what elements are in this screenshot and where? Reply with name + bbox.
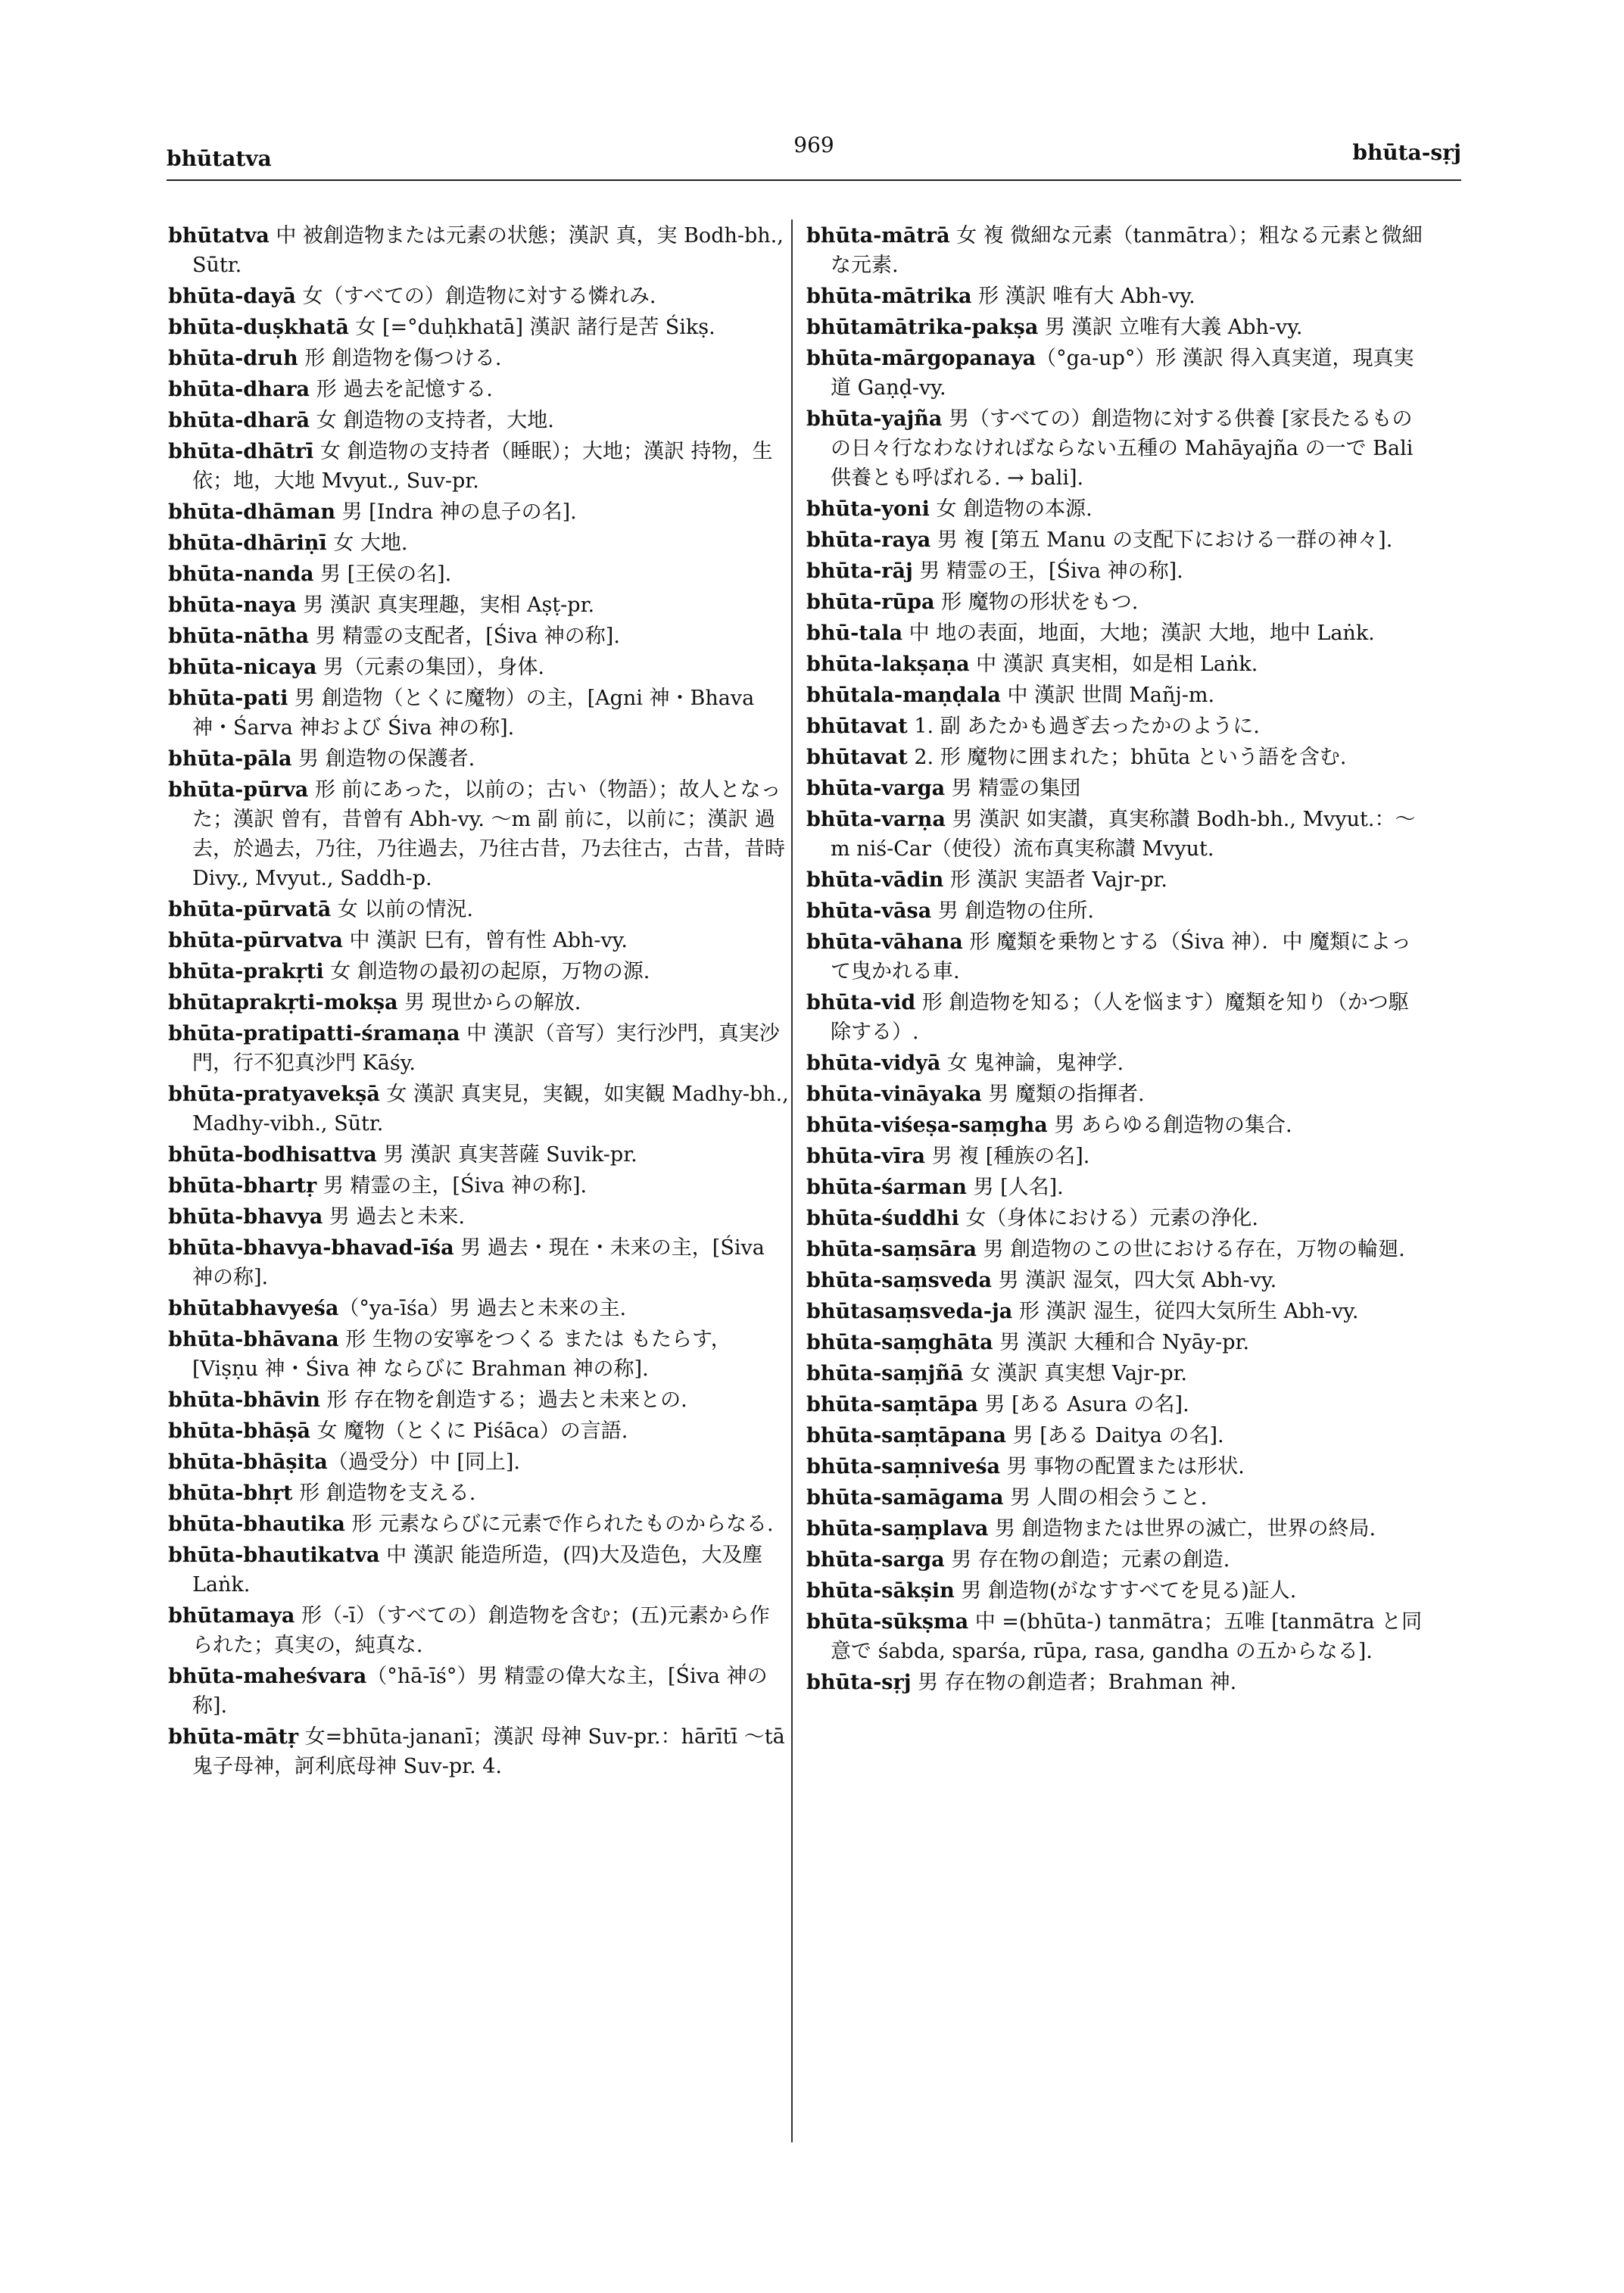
entry-headword: bhūtasaṃsveda-ja (806, 1300, 1013, 1323)
entry-headword: bhūtatva (168, 224, 270, 248)
entry-definition: 女 創造物の支持者，大地. (310, 409, 554, 432)
entry-definition: 形 魔物の形状をもつ. (934, 590, 1139, 614)
dictionary-entry (168, 1447, 789, 1477)
entry-definition: 形 漢訳 湿生，従四大気所生 Abh-vy. (1012, 1300, 1359, 1323)
dictionary-entry (806, 587, 1427, 617)
entry-definition: 中 地の表面，地面，大地；漢訳 大地，地中 Laṅk. (902, 622, 1375, 645)
dictionary-entry (806, 1328, 1427, 1357)
dictionary-entry (806, 712, 1427, 741)
entry-definition: 男 漢訳 立唯有大義 Abh-vy. (1038, 316, 1303, 339)
entry-headword: bhūta-bhavya (168, 1205, 323, 1229)
entry-definition: 女 [=°duḥkhatā] 漢訳 諸行是苦 Śikṣ. (348, 316, 715, 339)
dictionary-entry (806, 1235, 1427, 1264)
dictionary-entry (168, 622, 789, 651)
entry-definition: 男 漢訳 湿気，四大気 Abh-vy. (992, 1269, 1277, 1292)
entry-headword: bhūta-dharā (168, 409, 310, 432)
entry-definition: 男 あらゆる創造物の集合. (1047, 1114, 1292, 1137)
dictionary-entry (806, 404, 1427, 493)
dictionary-entry (806, 1452, 1427, 1481)
dictionary-entry (168, 1233, 789, 1292)
dictionary-entry (168, 1385, 789, 1415)
entry-definition: 形 生物の安寧をつくる または もたらす，[Viṣṇu 神・Śiva 神 ならびに Brahman 神の称]. (192, 1328, 731, 1381)
entry-headword: bhūtavat (806, 715, 908, 738)
entry-headword: bhūta-sarga (806, 1548, 945, 1572)
entry-definition: 中 漢訳 能造所造，(四)大及造色，大及塵 Laṅk. (192, 1544, 763, 1597)
entry-headword: bhūta-śarman (806, 1176, 967, 1199)
entry-headword: bhūta-dayā (168, 285, 296, 308)
dictionary-entry (806, 1668, 1427, 1697)
entry-definition: （過受分）中 [同上]. (327, 1450, 520, 1474)
dictionary-entry (168, 375, 789, 404)
dictionary-entry (168, 1140, 789, 1170)
entry-headword: bhūta-bhartṛ (168, 1174, 317, 1198)
entry-headword: bhūta-bhavya-bhavad-īśa (168, 1236, 454, 1260)
dictionary-entry (806, 1421, 1427, 1450)
dictionary-entry (168, 437, 789, 496)
entry-headword: bhūta-mātṛ (168, 1725, 299, 1749)
entry-definition: 女 創造物の本源. (929, 497, 1093, 521)
entry-headword: bhūta-druh (168, 347, 298, 370)
dictionary-entry (168, 528, 789, 558)
entry-definition: 形 創造物を支える. (292, 1481, 476, 1505)
entry-definition: 男 魔類の指揮者. (981, 1083, 1145, 1106)
entry-definition: 女 魔物（とくに Piśāca）の言語. (310, 1419, 628, 1443)
entry-headword: bhūta-vādin (806, 868, 944, 892)
entry-definition: 女（すべての）創造物に対する憐れみ. (295, 285, 656, 308)
entry-headword: bhūta-saṃsveda (806, 1269, 993, 1292)
entry-definition: 形 前にあった，以前の；古い（物語）；故人となった；漢訳 曾有，昔曾有 Abh-vy. ～m 副 前に，以前に；漢訳 過去，於過去，乃往，乃往過去，乃往古昔，乃去往古，古昔，昔時 Divy., Mvyut., Saddh-p. (192, 778, 785, 890)
dictionary-entry (168, 590, 789, 620)
entry-definition: 中 被創造物または元素の状態；漢訳 真，実 Bodh-bh., Sūtr. (192, 224, 784, 277)
entry-headword: bhūta-samāgama (806, 1486, 1004, 1509)
entry-headword: bhūta-rāj (806, 559, 913, 583)
dictionary-entry (168, 1294, 789, 1323)
dictionary-entry (168, 221, 789, 280)
dictionary-entry (806, 681, 1427, 710)
dictionary-entry (806, 1142, 1427, 1171)
right-column (806, 221, 1427, 1699)
entry-definition: 男 [ある Daitya の名]. (1006, 1424, 1224, 1447)
entry-definition: 男 現世からの解放. (397, 991, 581, 1014)
dictionary-entry (806, 494, 1427, 524)
dictionary-entry (806, 927, 1427, 986)
entry-headword: bhūta-bhāṣita (168, 1450, 328, 1474)
entry-headword: bhūta-dhāman (168, 500, 336, 524)
dictionary-entry (806, 344, 1427, 403)
dictionary-entry (168, 313, 789, 342)
dictionary-entry (168, 1416, 789, 1446)
entry-headword: bhūta-saṃsāra (806, 1238, 977, 1261)
dictionary-entry (806, 743, 1427, 772)
dictionary-entry (168, 1509, 789, 1539)
entry-definition: 形 漢訳 唯有大 Abh-vy. (971, 285, 1195, 308)
entry-definition: 男 精霊の主，[Śiva 神の称]. (316, 1174, 588, 1198)
dictionary-entry (806, 896, 1427, 926)
entry-definition: 中 漢訳 真実相，如是相 Laṅk. (969, 653, 1258, 676)
entry-headword: bhūta-sṛj (806, 1671, 912, 1694)
entry-definition: 男 [ある Asura の名]. (977, 1393, 1189, 1416)
entry-headword: bhū-tala (806, 622, 903, 645)
entry-headword: bhūta-pati (168, 687, 288, 710)
dictionary-entry (168, 1541, 789, 1600)
entry-headword: bhūta-saṃghāta (806, 1331, 993, 1354)
entry-definition: 女 鬼神論，鬼神学. (940, 1051, 1124, 1075)
entry-definition: 女 漢訳 真実見，実観，如実観 Madhy-bh., Madhy-vibh., Sūtr. (192, 1083, 789, 1136)
entry-definition: 形 漢訳 実語者 Vajr-pr. (943, 868, 1167, 892)
entry-headword: bhūta-saṃjñā (806, 1362, 964, 1385)
dictionary-entry (168, 1202, 789, 1232)
dictionary-entry (168, 684, 789, 743)
entry-headword: bhūta-vāsa (806, 899, 932, 923)
entry-definition: 女 創造物の支持者（睡眠）；大地；漢訳 持物，生依；地，大地 Mvyut., Suv-pr. (192, 440, 773, 493)
entry-headword: bhūta-pūrvatva (168, 929, 343, 952)
entry-headword: bhūta-pratyavekṣā (168, 1083, 380, 1106)
entry-headword: bhūta-viśeṣa-saṃgha (806, 1114, 1048, 1137)
dictionary-entry (168, 406, 789, 435)
entry-headword: bhūtamātrika-pakṣa (806, 316, 1039, 339)
entry-headword: bhūta-saṃplava (806, 1517, 989, 1541)
entry-definition: 男 漢訳 真実菩薩 Suvik-pr. (376, 1143, 637, 1167)
dictionary-entry (806, 988, 1427, 1047)
entry-definition: 形 存在物を創造する；過去と未来との. (320, 1388, 687, 1412)
entry-headword: bhūta-dhāriṇī (168, 531, 327, 555)
entry-definition: 形 過去を記憶する. (310, 378, 493, 401)
dictionary-entry (168, 653, 789, 682)
entry-headword: bhūta-varga (806, 777, 946, 800)
entry-definition: 2. 形 魔物に囲まれた；bhūta という語を含む. (907, 746, 1347, 769)
entry-definition: 男 複 [第五 Manu の支配下における一群の神々]. (930, 528, 1393, 552)
entry-definition: 男 過去と未来. (323, 1205, 465, 1229)
entry-definition: 中 漢訳 巳有，曾有性 Abh-vy. (342, 929, 628, 952)
entry-definition: 男 存在物の創造；元素の創造. (944, 1548, 1230, 1572)
entry-definition: 形（-ī）（すべての）創造物を含む；(五)元素から作られた；真実の，純真な. (192, 1604, 770, 1657)
dictionary-entry (168, 1478, 789, 1508)
entry-headword: bhūtaprakṛti-mokṣa (168, 991, 398, 1014)
entry-definition: 中 =(bhūta-) tanmātra；五唯 [tanmātra と同意で śabda, sparśa, rūpa, rasa, gandha の五からなる]. (831, 1610, 1423, 1663)
dictionary-entry (806, 525, 1427, 555)
dictionary-entry (806, 1483, 1427, 1513)
entry-headword: bhūta-bhāvana (168, 1328, 339, 1351)
entry-headword: bhūta-maheśvara (168, 1665, 367, 1688)
entry-definition: （°ga-up°）形 漢訳 得入真実道，現真実道 Gaṇḍ-vy. (831, 347, 1414, 400)
dictionary-entry (168, 559, 789, 589)
dictionary-entry (168, 1019, 789, 1078)
dictionary-entry (806, 1359, 1427, 1388)
entry-headword: bhūta-sākṣin (806, 1579, 955, 1603)
entry-headword: bhūta-saṃniveśa (806, 1455, 1001, 1478)
dictionary-entry (806, 1111, 1427, 1140)
entry-definition: 男 [王侯の名]. (313, 562, 452, 586)
dictionary-entry (806, 650, 1427, 679)
dictionary-entry (806, 1173, 1427, 1202)
entry-definition: 男 漢訳 如実讃，真実称讃 Bodh-bh., Mvyut.：～m niś-Car（使役）流布真実称讃 Mvyut. (831, 808, 1416, 861)
column-divider (791, 220, 793, 2142)
entry-headword: bhūta-pūrva (168, 778, 309, 802)
entry-definition: 1. 副 あたかも過ぎ去ったかのように. (907, 715, 1260, 738)
entry-headword: bhūta-vināyaka (806, 1083, 982, 1106)
entry-definition: 女 創造物の最初の起原，万物の源. (323, 960, 650, 983)
entry-definition: 男 精霊の集団 (945, 777, 1081, 800)
dictionary-entry (168, 1601, 789, 1660)
entry-definition: 男 精霊の支配者，[Śiva 神の称]. (309, 625, 620, 648)
dictionary-entry (806, 221, 1427, 280)
dictionary-entry (806, 1545, 1427, 1575)
entry-headword: bhūtamaya (168, 1604, 295, 1628)
entry-headword: bhūta-vāhana (806, 930, 963, 954)
entry-headword: bhūta-yoni (806, 497, 930, 521)
entry-definition: 男 事物の配置または形状. (1000, 1455, 1245, 1478)
entry-headword: bhūtala-maṇḍala (806, 684, 1001, 707)
entry-headword: bhūta-bhautika (168, 1513, 345, 1536)
entry-definition: 女=bhūta-jananī；漢訳 母神 Suv-pr.：hārītī ～tā 鬼子母神，訶利底母神 Suv-pr. 4. (192, 1725, 785, 1778)
entry-headword: bhūta-saṃtāpana (806, 1424, 1007, 1447)
dictionary-entry (806, 1607, 1427, 1666)
dictionary-entry (168, 957, 789, 986)
entry-headword: bhūta-lakṣaṇa (806, 653, 970, 676)
entry-definition: 中 漢訳 世間 Mañj-m. (1000, 684, 1215, 707)
entry-headword: bhūta-mātrā (806, 224, 950, 248)
entry-headword: bhūtabhavyeśa (168, 1297, 339, 1320)
entry-headword: bhūta-naya (168, 594, 297, 617)
entry-definition: （°ya-īśa）男 過去と未来の主. (338, 1297, 627, 1320)
entry-definition: 男 創造物の保護者. (291, 747, 475, 771)
entry-definition: 女 大地. (326, 531, 408, 555)
page-number: 969 (793, 132, 834, 157)
dictionary-entry (806, 313, 1427, 342)
entry-headword: bhūta-mātrika (806, 285, 972, 308)
entry-headword: bhūta-sūkṣma (806, 1610, 969, 1634)
entry-headword: bhūta-bhṛt (168, 1481, 293, 1505)
entry-definition: 男 創造物または世界の滅亡，世界の終局. (988, 1517, 1376, 1541)
entry-headword: bhūta-nātha (168, 625, 310, 648)
dictionary-entry (168, 1662, 789, 1721)
entry-definition: 男 創造物(がなすすべてを見る)証人. (954, 1579, 1297, 1603)
left-guide-word: bhūtatva (167, 146, 272, 171)
entry-headword: bhūta-raya (806, 528, 931, 552)
left-column (168, 221, 789, 1783)
entry-headword: bhūta-yajña (806, 407, 943, 431)
entry-headword: bhūta-pratipatti-śramaṇa (168, 1022, 460, 1045)
dictionary-entry (168, 1171, 789, 1201)
entry-definition: 男 過去・現在・未来の主，[Śiva 神の称]. (192, 1236, 765, 1289)
entry-definition: 男（元素の集団），身体. (316, 656, 544, 679)
dictionary-entry (168, 344, 789, 373)
dictionary-entry (806, 556, 1427, 586)
entry-definition: 男 [Indra 神の息子の名]. (335, 500, 577, 524)
dictionary-entry (806, 1390, 1427, 1419)
dictionary-entry (168, 744, 789, 774)
entry-headword: bhūta-bodhisattva (168, 1143, 377, 1167)
dictionary-entry (168, 775, 789, 893)
entry-definition: 形 創造物を傷つける. (298, 347, 502, 370)
dictionary-entry (806, 1297, 1427, 1326)
entry-definition: 女 以前の情況. (331, 898, 473, 921)
dictionary-entry (806, 774, 1427, 803)
right-guide-word: bhūta-sṛj (1352, 140, 1461, 165)
entry-definition: 女 複 微細な元素（tanmātra）；粗なる元素と微細な元素. (831, 224, 1423, 277)
dictionary-entry (806, 805, 1427, 864)
entry-definition: 男 創造物の住所. (931, 899, 1094, 923)
entry-definition: 男 精霊の王，[Śiva 神の称]. (912, 559, 1183, 583)
dictionary-entry (806, 1080, 1427, 1109)
entry-headword: bhūta-dhara (168, 378, 310, 401)
entry-definition: 形 元素ならびに元素で作られたものからなる. (344, 1513, 774, 1536)
entry-headword: bhūta-mārgopanaya (806, 347, 1036, 370)
dictionary-entry (806, 1204, 1427, 1233)
entry-definition: 男 漢訳 真実理趣，実相 Aṣṭ-pr. (296, 594, 595, 617)
dictionary-entry (806, 1576, 1427, 1606)
dictionary-entry (168, 988, 789, 1017)
entry-definition: 中 漢訳（音写）実行沙門，真実沙門，行不犯真沙門 Kāśy. (192, 1022, 780, 1075)
entry-headword: bhūta-bhāṣā (168, 1419, 311, 1443)
entry-headword: bhūta-bhautikatva (168, 1544, 380, 1567)
dictionary-entry (168, 1080, 789, 1139)
dictionary-entry (168, 1325, 789, 1384)
entry-headword: bhūtavat (806, 746, 908, 769)
entry-headword: bhūta-vid (806, 991, 916, 1014)
page-header (167, 132, 1461, 178)
entry-definition: 男 人間の相会うこと. (1003, 1486, 1208, 1509)
entry-definition: 男 存在物の創造者；Brahman 神. (911, 1671, 1237, 1694)
dictionary-entry (806, 1048, 1427, 1078)
entry-headword: bhūta-vidyā (806, 1051, 941, 1075)
entry-headword: bhūta-prakṛti (168, 960, 324, 983)
entry-headword: bhūta-pāla (168, 747, 292, 771)
dictionary-entry (806, 282, 1427, 311)
entry-headword: bhūta-pūrvatā (168, 898, 332, 921)
dictionary-entry (168, 1722, 789, 1781)
entry-definition: 男 [人名]. (966, 1176, 1064, 1199)
header-rule (167, 179, 1461, 181)
entry-headword: bhūta-nicaya (168, 656, 317, 679)
entry-headword: bhūta-duṣkhatā (168, 316, 349, 339)
entry-definition: 男 創造物（とくに魔物）の主，[Agni 神・Bhava 神・Śarva 神および Śiva 神の称]. (192, 687, 755, 740)
entry-headword: bhūta-nanda (168, 562, 314, 586)
entry-definition: （°hā-īś°）男 精霊の偉大な主，[Śiva 神の称]. (192, 1665, 768, 1718)
entry-definition: 形 創造物を知る；（人を悩ます）魔類を知り（かつ駆除する）. (831, 991, 1409, 1044)
entry-headword: bhūta-varṇa (806, 808, 946, 831)
entry-headword: bhūta-rūpa (806, 590, 935, 614)
dictionary-entry (806, 1266, 1427, 1295)
entry-definition: 男 漢訳 大種和合 Nyāy-pr. (993, 1331, 1250, 1354)
entry-definition: 男 創造物のこの世における存在，万物の輪廻. (977, 1238, 1405, 1261)
dictionary-entry (806, 1514, 1427, 1544)
entry-headword: bhūta-bhāvin (168, 1388, 320, 1412)
entry-definition: 女 漢訳 真実想 Vajr-pr. (963, 1362, 1188, 1385)
dictionary-entry (168, 895, 789, 924)
entry-definition: 男 複 [種族の名]. (924, 1145, 1090, 1168)
dictionary-entry (806, 618, 1427, 648)
entry-definition: 形 魔類を乗物とする（Śiva 神）．中 魔類によって曳かれる車. (831, 930, 1412, 983)
entry-headword: bhūta-saṃtāpa (806, 1393, 978, 1416)
entry-headword: bhūta-śuddhi (806, 1207, 959, 1230)
dictionary-entry (806, 865, 1427, 895)
entry-headword: bhūta-vīra (806, 1145, 925, 1168)
entry-definition: 女（身体における）元素の浄化. (959, 1207, 1258, 1230)
entry-headword: bhūta-dhātrī (168, 440, 314, 463)
dictionary-entry (168, 282, 789, 311)
entry-definition: 男（すべての）創造物に対する供養 [家長たるものの日々行なわなければならない五種の Mahāyajña の一で Bali 供養とも呼ばれる. → bali]. (831, 407, 1414, 490)
dictionary-entry (168, 497, 789, 527)
dictionary-entry (168, 926, 789, 955)
